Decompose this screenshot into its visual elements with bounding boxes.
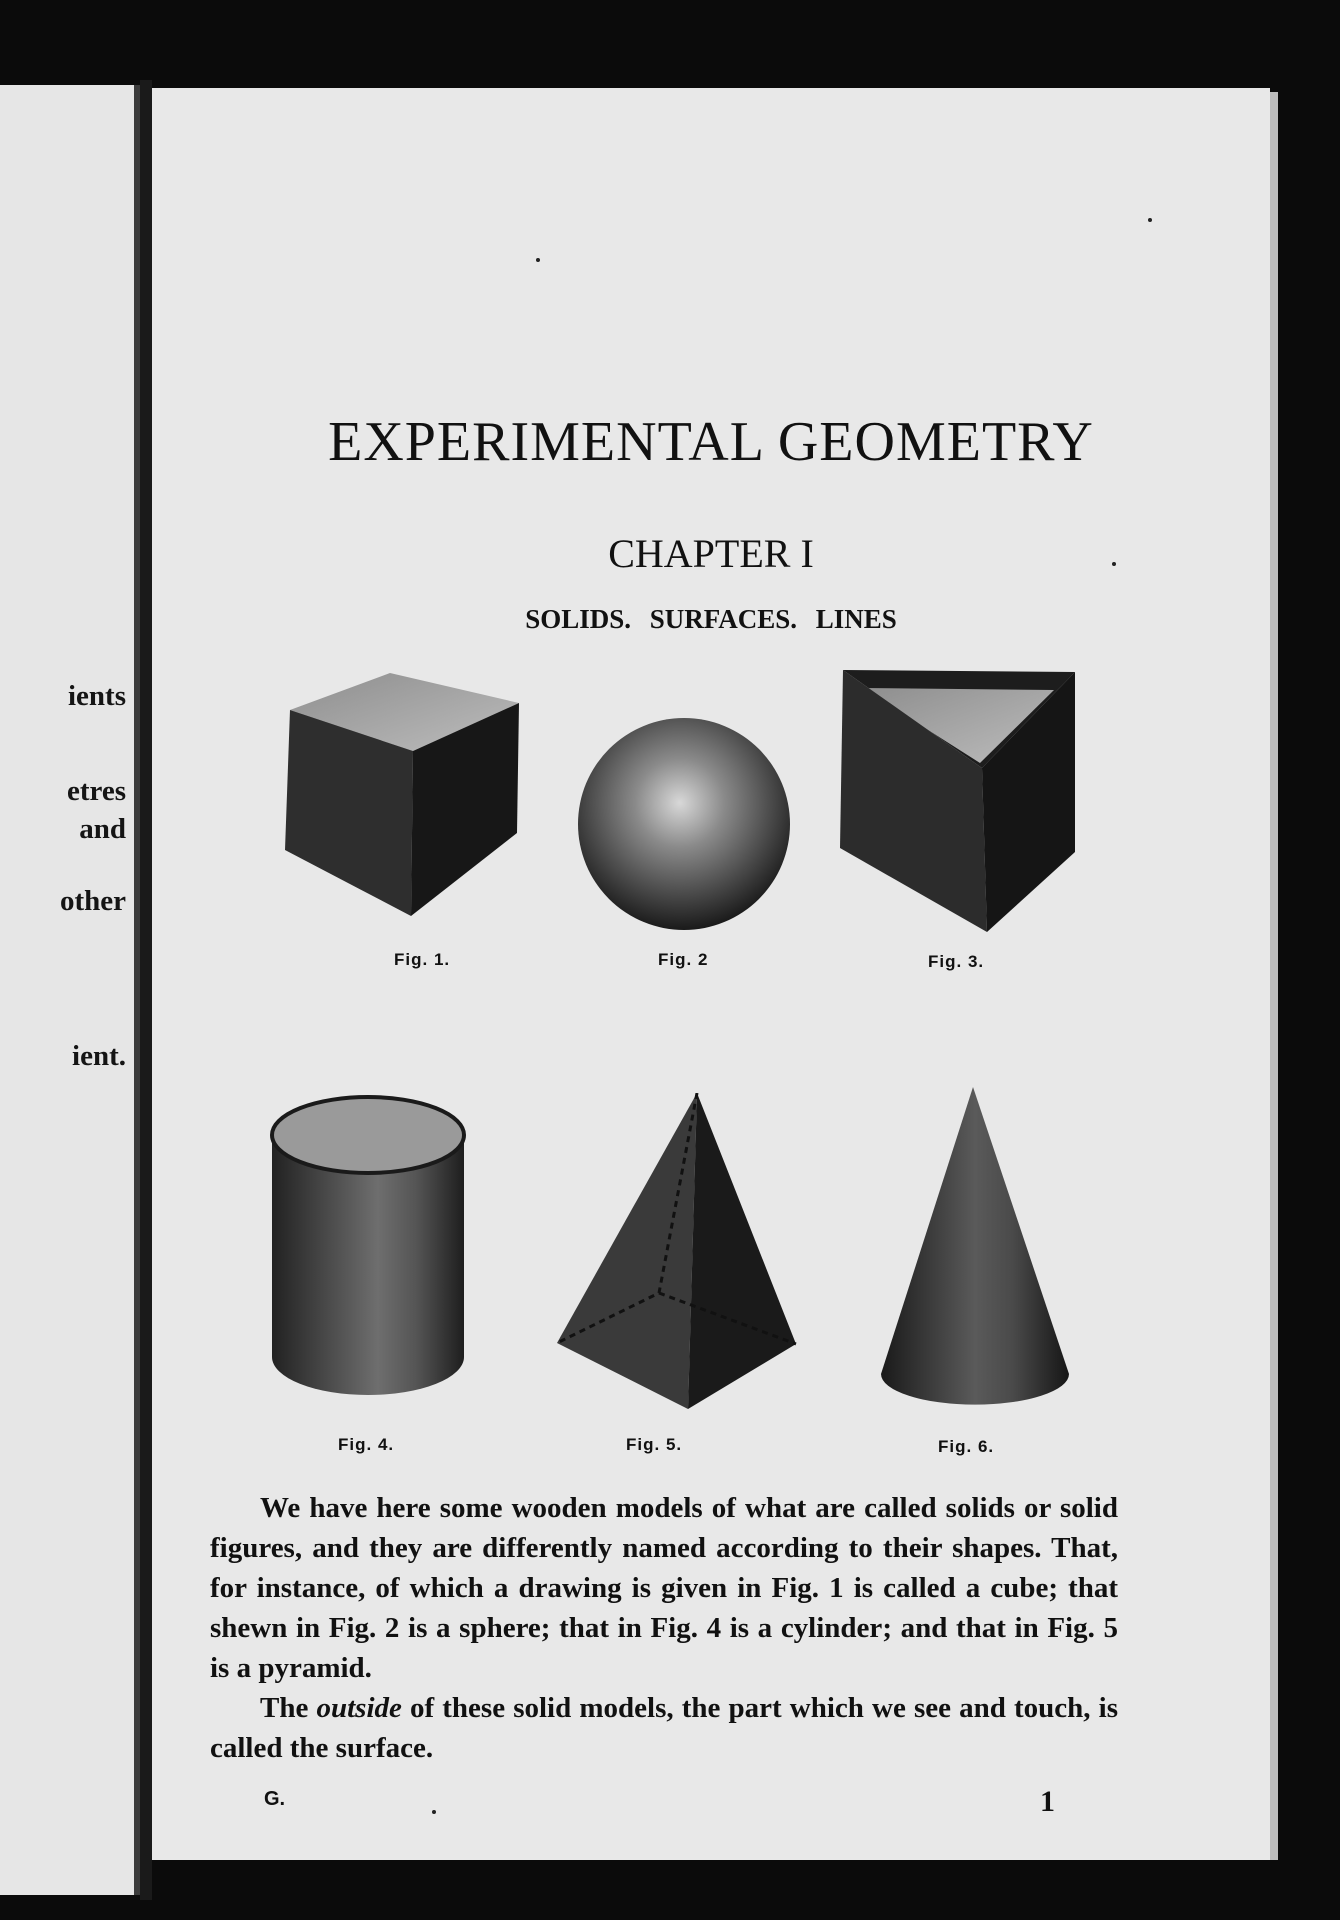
book-gutter bbox=[140, 80, 152, 1900]
print-speck bbox=[1112, 562, 1116, 566]
paragraph bbox=[210, 1688, 1118, 1768]
text-run: We have here some wooden models of what are called bbox=[260, 1492, 946, 1524]
term: solid figures, bbox=[210, 1492, 1118, 1564]
figure-cone bbox=[879, 1087, 1071, 1407]
chapter-subtitle: SOLIDS. SURFACES. LINES bbox=[525, 604, 897, 634]
figure-triangular-prism bbox=[840, 670, 1078, 935]
text-run: ; that shewn in Fig. 2 is a bbox=[210, 1572, 1118, 1644]
term: surface. bbox=[335, 1732, 434, 1764]
figure-caption: Fig. 2 bbox=[658, 950, 709, 969]
text-run: of these solid models, the part which we see and touch, is called the bbox=[210, 1692, 1119, 1764]
body-text bbox=[210, 1488, 1118, 1768]
term: pyramid. bbox=[258, 1652, 372, 1684]
print-speck bbox=[1148, 218, 1152, 222]
term: solids bbox=[945, 1492, 1015, 1524]
chapter-heading: CHAPTER I bbox=[608, 531, 814, 576]
print-speck bbox=[536, 258, 540, 262]
left-page-fragment bbox=[0, 85, 140, 1895]
text-run: The bbox=[260, 1692, 317, 1724]
figure-sphere bbox=[576, 716, 792, 932]
figure-caption: Fig. 3. bbox=[928, 952, 985, 971]
text-run: and they are differently named according to their shapes. That, for instance, of which a drawing is given in Fig. 1 is called a bbox=[210, 1532, 1118, 1604]
page-title: EXPERIMENTAL GEOMETRY bbox=[328, 411, 1094, 473]
sphere-drawing bbox=[576, 716, 792, 932]
cone-drawing bbox=[879, 1087, 1071, 1407]
term: cube bbox=[990, 1572, 1049, 1604]
emphasis: outside bbox=[316, 1692, 402, 1724]
text-run: ; that in Fig. 4 is a bbox=[540, 1612, 781, 1644]
pyramid-drawing bbox=[555, 1093, 799, 1411]
figure-caption: Fig. 6. bbox=[938, 1437, 995, 1456]
left-page-word: other bbox=[59, 885, 126, 917]
page-edge bbox=[1270, 92, 1278, 1860]
figure-cube bbox=[282, 673, 522, 918]
text-run: ; and that in Fig. 5 is a bbox=[210, 1612, 1118, 1684]
text-run: or bbox=[1014, 1492, 1060, 1524]
figure-caption: Fig. 1. bbox=[394, 950, 451, 969]
left-page-word: etres bbox=[66, 775, 126, 807]
prism-drawing bbox=[840, 670, 1078, 935]
figure-cylinder bbox=[268, 1095, 468, 1399]
figure-caption: Fig. 5. bbox=[626, 1435, 683, 1454]
left-page-word: ient. bbox=[72, 1040, 126, 1072]
book-page bbox=[152, 88, 1270, 1860]
cube-drawing bbox=[282, 673, 522, 918]
figure-pyramid bbox=[555, 1093, 799, 1411]
figure-caption: Fig. 4. bbox=[338, 1435, 395, 1454]
term: cylinder bbox=[780, 1612, 883, 1644]
term: sphere bbox=[459, 1612, 541, 1644]
left-page-word: ients bbox=[68, 680, 126, 712]
paragraph bbox=[210, 1488, 1118, 1688]
left-page-word: and bbox=[79, 813, 126, 845]
cylinder-drawing bbox=[268, 1095, 468, 1399]
page-number: 1 bbox=[1040, 1785, 1055, 1818]
signature-mark: G. bbox=[264, 1788, 286, 1810]
print-speck bbox=[432, 1810, 436, 1814]
